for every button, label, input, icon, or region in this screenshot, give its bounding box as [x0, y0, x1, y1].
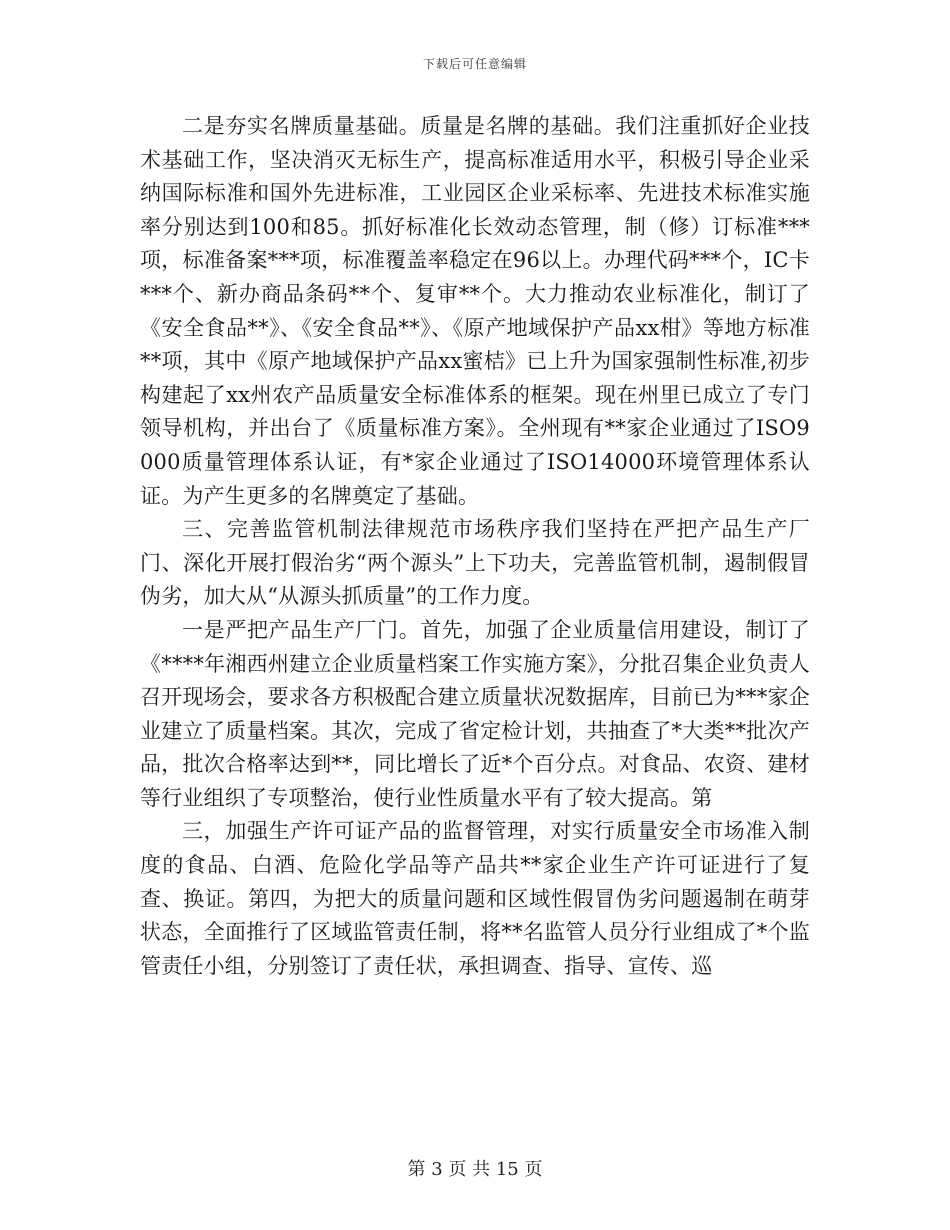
paragraph-2: 三、完善监管机制法律规范市场秩序我们坚持在严把产品生产厂门、深化开展打假治劣“两个源头”上下功夫，完善监管机制，遏制假冒伪劣，加大从“从源头抓质量”的工作力度。 — [140, 517, 810, 609]
page-header-note: 下载后可任意编辑 — [422, 57, 527, 71]
paragraph-3: 一是严把产品生产厂门。首先，加强了企业质量信用建设，制订了《****年湘西州建立企业质量档案工作实施方案》，分批召集企业负责人召开现场会，要求各方积极配合建立质量状况数据库，目前已为***家企业建立了质量档案。其次，完成了省定检计划，共抽查了*大类**批次产品，批次合格率达到**，同比增长了近*个百分点。对食品、农资、建材等行业组织了专项整治，使行业性质量水平有了较大提高。第 — [140, 617, 810, 810]
paragraph-4: 三，加强生产许可证产品的监督管理，对实行质量安全市场准入制度的食品、白酒、危险化学品等产品共**家企业生产许可证进行了复查、换证。第四，为把大的质量问题和区域性假冒伪劣问题遏制在萌芽状态，全面推行了区域监管责任制，将**名监管人员分行业组成了*个监管责任小组，分别签订了责任状，承担调查、指导、宣传、巡 — [140, 819, 810, 978]
page-number: 第 3 页 共 15 页 — [407, 1159, 543, 1180]
document-body — [140, 110, 810, 983]
paragraph-1: 二是夯实名牌质量基础。质量是名牌的基础。我们注重抓好企业技术基础工作，坚决消灭无标生产，提高标准适用水平，积极引导企业采纳国际标准和国外先进标准，工业园区企业采标率、先进技术标准实施率分别达到100和85。抓好标准化长效动态管理，制（修）订标准***项，标准备案***项，标准覆盖率稳定在96以上。办理代码***个，IC卡***个、新办商品条码**个、复审**个。大力推动农业标准化，制订了《安全食品**》、《安全食品**》、《原产地域保护产品xx柑》等地方标准**项，其中《原产地域保护产品xx蜜桔》已上升为国家强制性标准,初步构建起了xx州农产品质量安全标准体系的框架。现在州里已成立了专门领导机构，并出台了《质量标准方案》。全州现有**家企业通过了ISO9000质量管理体系认证，有*家企业通过了ISO14000环境管理体系认证。为产生更多的名牌奠定了基础。 — [140, 114, 810, 508]
